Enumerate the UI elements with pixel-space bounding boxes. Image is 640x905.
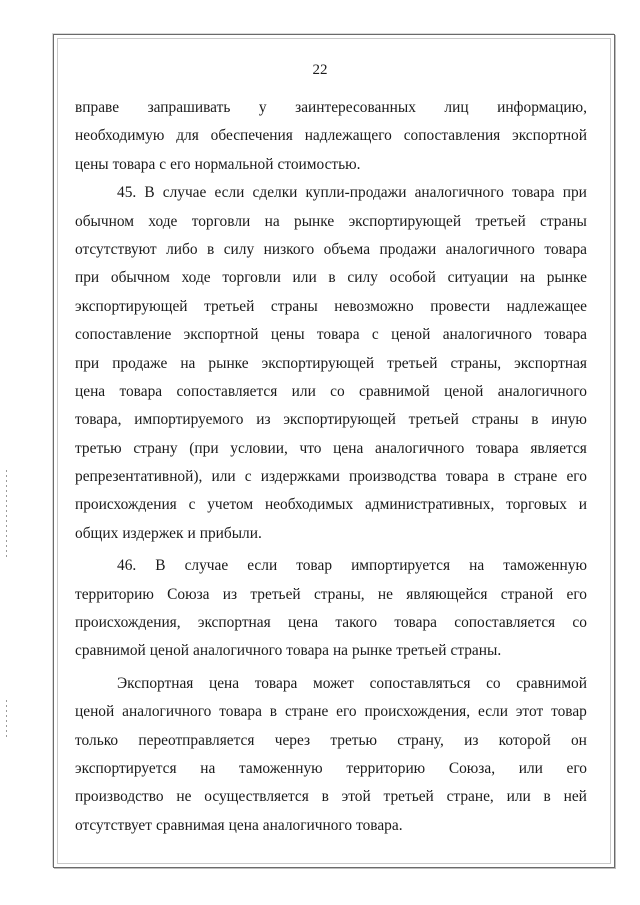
word: не [176,788,192,806]
word: являющейся [406,585,488,603]
word: стране [284,703,329,721]
word: экспортная [514,354,587,372]
word: аналогичного [262,816,353,834]
page-number: 22 [312,62,328,78]
text-line [75,698,587,726]
word: осуществляется [204,788,309,806]
word: аналогичного [445,240,535,258]
word: сравнимой [516,674,587,692]
word: если [214,184,245,202]
word: этой [341,788,371,806]
word: необходимую [75,127,165,145]
word: его [566,585,587,603]
word: ходе [181,269,211,287]
word: его [566,468,587,486]
word: невозможно [334,297,414,315]
word: страны. [450,642,502,660]
word: происхождения [75,496,177,514]
word: издержками [260,468,340,486]
word: цена [287,614,319,632]
word: цена [75,382,106,400]
text-line [75,609,587,637]
word: заинтересованных [295,99,416,116]
word: аналогичного [497,382,587,400]
word: страны, [450,354,502,372]
word: стране [513,468,558,486]
word: если [477,703,508,721]
word: общих [75,524,119,542]
word: случае [162,184,207,202]
word: нормальной [194,155,274,173]
text-line [75,208,587,236]
word: на [200,759,216,777]
text-line [75,727,587,755]
word: с [159,155,167,173]
word: его [170,155,191,173]
word: либо [166,240,198,258]
word: на [332,642,349,660]
word: экспортируется [75,759,177,777]
word: через [274,731,311,749]
word: провести [430,297,491,315]
word: импортируемого [134,411,244,429]
text-line [75,179,587,207]
word: экспортирующей [261,354,375,372]
word: экспортная [197,614,271,632]
word: товара [511,184,555,202]
word: сравнимая [156,816,225,834]
word: и [578,496,587,514]
word: товара [394,614,437,632]
word: в [531,411,539,429]
word: является [530,439,587,457]
word: третьей [250,585,301,603]
word: сопоставляется [176,382,278,400]
word: экспортной [512,127,587,145]
word: объема [323,240,371,258]
word: товара [316,326,360,344]
word: территорию [346,759,426,777]
word: цена [228,816,259,834]
word: ней [563,788,587,806]
word: стране, [446,788,494,806]
word: на [469,557,485,575]
word: В [144,184,155,202]
word: прибыли. [199,524,262,542]
word: силу [347,269,378,287]
word: товара [544,326,587,344]
text-line [75,637,587,665]
word: с [371,326,379,344]
word: товара [119,382,163,400]
word: случае [184,557,229,575]
text-line [75,122,587,150]
word: третьей [408,411,459,429]
word: обычном [75,212,134,230]
word: лиц [444,99,469,116]
text-line [75,755,587,783]
word: страну [133,439,178,457]
word: или [292,269,317,287]
word: товар [296,557,333,575]
word: третьей [396,642,447,660]
word: рынке [208,354,249,372]
word: у [258,99,267,116]
word: или [506,788,531,806]
word: на [180,354,196,372]
text-line [75,151,587,179]
word: он [570,731,587,749]
word: с [188,496,196,514]
word: его [566,759,587,777]
paragraph [75,670,587,840]
word: торговли [222,269,281,287]
word: на [519,269,536,287]
word: ценой [75,703,115,721]
word: учетом [207,496,254,514]
word: или [518,759,543,777]
word: вправе [75,99,120,116]
word: третьей [204,297,255,315]
word: отсутствуют [75,240,157,258]
text-line [75,552,587,580]
word: товара [254,674,298,692]
text-line [75,236,587,264]
word: третьей [383,788,434,806]
word: ценой [149,642,190,660]
word: товара [112,155,156,173]
word: товара [475,439,519,457]
word: товар [551,703,587,721]
word: ценой [391,326,431,344]
text-line [75,783,587,811]
paragraph [75,94,587,179]
word: репрезентативной), [75,468,203,486]
margin-mark [6,700,7,740]
word: административных, [364,496,495,514]
word: аналогичного [414,184,504,202]
word: в [207,240,215,258]
word: стоимостью. [277,155,361,173]
word: купли-продажи [305,184,407,202]
margin-mark [6,470,7,560]
text-line [75,406,587,434]
word: низкого [263,240,315,258]
paragraph [75,179,587,548]
word: только [75,731,119,749]
word: таможенную [503,557,587,575]
word: обеспечения [210,127,293,145]
text-line [75,293,587,321]
word: производства [349,468,437,486]
word: третью [330,731,378,749]
word: информацию, [497,99,587,116]
word: товара [544,240,587,258]
word: или [211,468,236,486]
word: экспортирующей [75,297,188,315]
word: 45. [117,184,137,202]
word: из [222,585,238,603]
word: или [291,382,316,400]
word: аналогичного [442,326,532,344]
text-line [75,378,587,406]
word: издержек [122,524,184,542]
word: цены [75,155,109,173]
text-line [75,520,587,548]
word: такого [335,614,378,632]
word: производство [75,788,164,806]
word: 46. [117,557,137,575]
word: рынке [294,212,335,230]
word: товара. [356,816,403,834]
text-line [75,94,587,122]
word: цена [333,439,364,457]
word: и [187,524,196,542]
word: таможенную [238,759,323,777]
word: переотправляется [138,731,255,749]
word: аналогичного [122,703,212,721]
word: продажи [379,240,437,258]
word: может [312,674,354,692]
word: товара [286,642,329,660]
word: сопоставляется [454,614,556,632]
word: рынке [546,269,587,287]
word: в [321,788,329,806]
word: рынке [352,642,393,660]
word: В [155,557,166,575]
word: при [75,354,100,372]
text-line [75,264,587,292]
word: при [562,184,587,202]
word: силу [223,240,255,258]
word: при [75,269,100,287]
word: отсутствует [75,816,152,834]
word: происхождения, [75,614,181,632]
word: необходимых [264,496,354,514]
word: иную [551,411,587,429]
text-line [75,321,587,349]
word: товара [219,703,262,721]
word: надлежащее [506,297,587,315]
text-line [75,581,587,609]
word: страны [270,297,318,315]
word: с [244,468,252,486]
text-line [75,670,587,698]
word: которой [498,731,551,749]
word: экспортирующей [283,411,396,429]
document-body [75,94,587,840]
word: этот [515,703,544,721]
word: продаже [112,354,168,372]
word: ситуации [447,269,509,287]
word: обычном [110,269,170,287]
word: страной [500,585,554,603]
word: происхождения, [364,703,471,721]
word: из [464,731,479,749]
word: в [328,269,336,287]
word: третьей [475,212,526,230]
text-line [75,350,587,378]
word: на [264,212,280,230]
word: условии, [230,439,288,457]
word: сделки [252,184,298,202]
word: со [486,674,501,692]
word: запрашивать [147,99,231,116]
word: сопоставление [75,326,172,344]
word: экспортирующей [348,212,462,230]
word: страны [540,212,587,230]
word: страны [471,411,519,429]
word: торговли [191,212,251,230]
text-line [75,435,587,463]
word: импортируется [351,557,451,575]
word: страны, [313,585,365,603]
word: аналогичного [193,642,283,660]
word: со [330,382,345,400]
text-line [75,463,587,491]
text-line [75,812,587,840]
word: экспортной [183,326,259,344]
word: торговых [506,496,567,514]
word: для [176,127,199,145]
word: цены [270,326,305,344]
text-line [75,491,587,519]
word: цена [208,674,240,692]
word: особой [389,269,436,287]
word: в [497,468,505,486]
word: товара, [75,411,122,429]
word: сравнимой [75,642,146,660]
paragraph [75,552,587,666]
word: ходе [148,212,178,230]
word: надлежащего [304,127,392,145]
word: Союза [167,585,210,603]
word: (при [189,439,219,457]
word: территорию [75,585,154,603]
word: аналогичного [375,439,465,457]
word: что [299,439,322,457]
word: сравнимой [359,382,430,400]
word: третьей [387,354,438,372]
word: товара [445,468,489,486]
word: если [247,557,278,575]
word: страну, [397,731,444,749]
word: сопоставляться [369,674,471,692]
word: со [572,614,587,632]
word: третью [75,439,122,457]
word: его [336,703,357,721]
word: в [269,703,278,721]
word: в [543,788,551,806]
word: Союза, [448,759,496,777]
word: Экспортная [117,674,194,692]
word: сопоставления [403,127,501,145]
word: из [256,411,271,429]
word: не [377,585,393,603]
word: ценой [444,382,484,400]
